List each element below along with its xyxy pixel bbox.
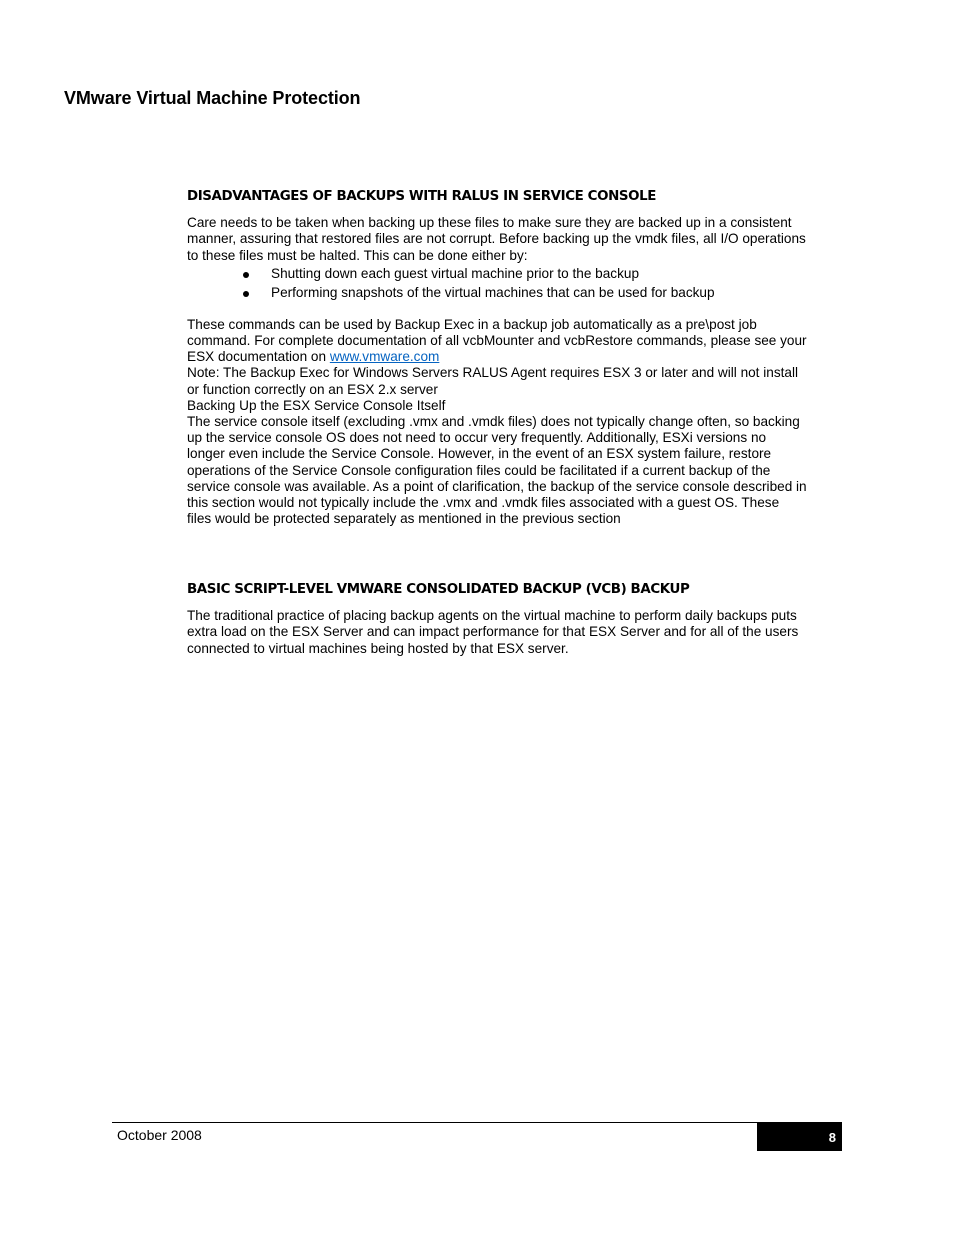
page-header-title: VMware Virtual Machine Protection — [64, 88, 361, 108]
commands-text: These commands can be used by Backup Exec in a backup job automatically as a pre\post job command. For complete documentation of all vcbMounter and vcbRestore commands, please see your ESX documentation on — [187, 316, 807, 365]
bullet-icon — [243, 272, 249, 278]
section-disadvantages — [187, 189, 807, 527]
vmware-link[interactable]: www.vmware.com — [329, 349, 440, 365]
vcb-paragraph: The traditional practice of placing backup agents on the virtual machine to perform daily backups puts extra load on the ESX Server and can impact performance for that ESX Server and for all of the users connected to virtual machines being hosted by that ESX server. — [187, 608, 799, 656]
section-heading-disadvantages: DISADVANTAGES OF BACKUPS WITH RALUS IN SERVICE CONSOLE — [187, 189, 656, 204]
page-number: 8 — [828, 1130, 836, 1145]
commands-paragraph — [187, 317, 807, 366]
subheading-service-console: Backing Up the ESX Service Console Itself — [187, 397, 446, 413]
intro-paragraph: Care needs to be taken when backing up these files to make sure they are backed up in a consistent manner, assuring that restored files are not corrupt. Before backing up the vmdk files, all I/O operations to these files must be halted. This can be done either by: — [187, 215, 806, 263]
footer-divider — [112, 1122, 842, 1123]
bullet-text: Performing snapshots of the virtual machines that can be used for backup — [271, 285, 715, 301]
list-item — [187, 264, 807, 284]
section-heading-vcb: BASIC SCRIPT-LEVEL VMWARE CONSOLIDATED BACKUP (VCB) BACKUP — [187, 582, 690, 597]
section-vcb-backup — [187, 582, 807, 657]
footer-date: October 2008 — [117, 1127, 202, 1143]
service-console-paragraph: The service console itself (excluding .vmx and .vmdk files) does not typically change often, so backing up the service console OS does not need to occur very frequently. Additionally, ESXi versions no longer even include the Service Console. However, in the event of an ESX system failure, restore operations of the Service Console configuration files could be facilitated if a current backup of the service console was available. As a point of clarification, the backup of the service console described in this section would not typically include the .vmx and .vmdk files associated with a guest OS. These files would be protected separately as mentioned in the previous section — [187, 414, 807, 527]
page-number-box — [757, 1123, 842, 1151]
bullet-icon — [243, 291, 249, 297]
note-paragraph: Note: The Backup Exec for Windows Servers RALUS Agent requires ESX 3 or later and will not install or function correctly on an ESX 2.x server — [187, 365, 798, 397]
bullet-text: Shutting down each guest virtual machine prior to the backup — [271, 265, 640, 281]
bullet-list — [187, 264, 807, 303]
list-item — [187, 283, 807, 303]
